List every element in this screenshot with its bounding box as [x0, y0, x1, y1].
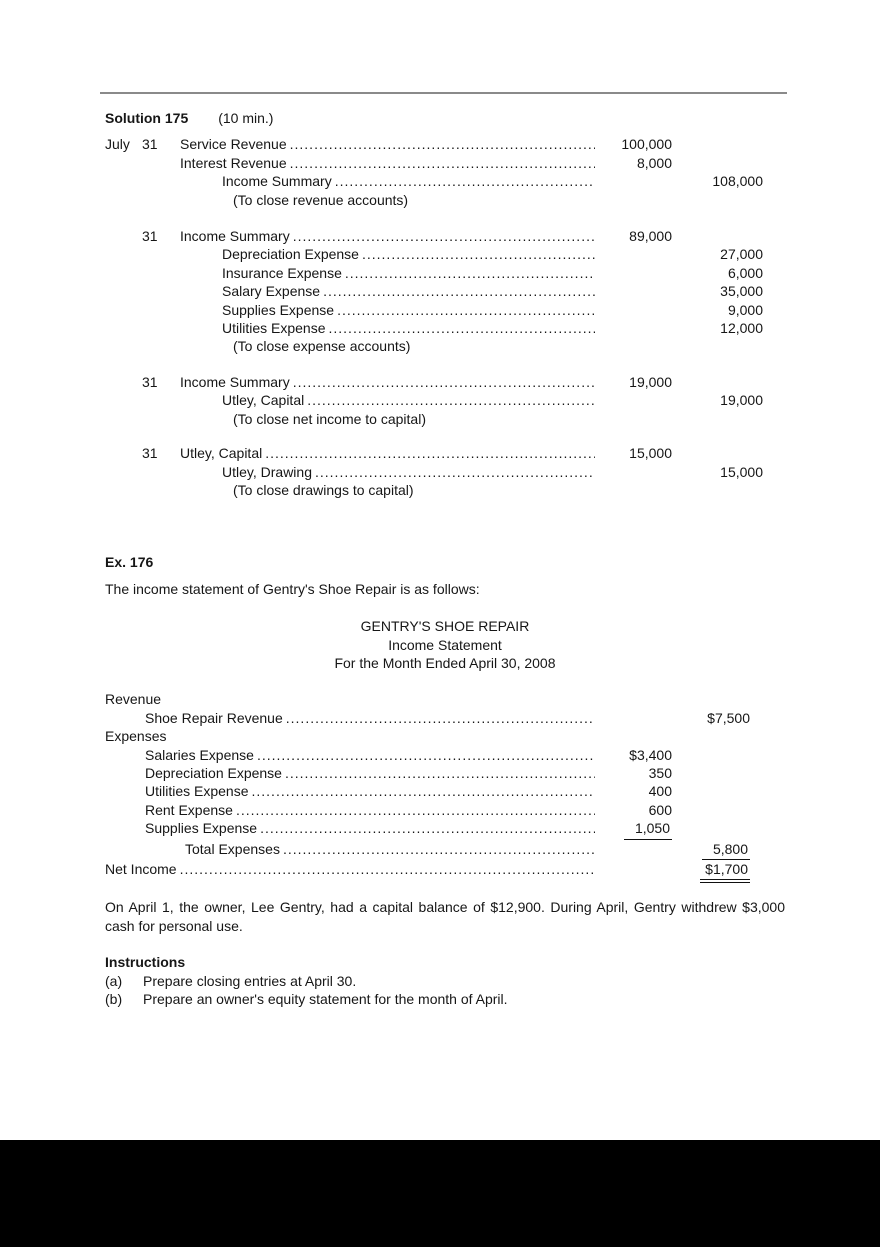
- dot-leader: [334, 301, 595, 319]
- debit-amount: [595, 264, 672, 282]
- outer-amount: [672, 782, 750, 800]
- outer-amount: [672, 690, 750, 708]
- entry-day: [142, 301, 180, 319]
- journal-entry-close-revenues: [105, 135, 785, 209]
- dot-leader: [287, 135, 595, 153]
- credit-amount: [672, 373, 763, 391]
- journal-row: [105, 154, 785, 172]
- credit-amount: [672, 444, 763, 462]
- account-name: Income Summary: [222, 173, 332, 190]
- account-name: Utley, Drawing: [222, 463, 312, 480]
- inner-amount: [595, 819, 672, 839]
- account-cell: [180, 319, 595, 337]
- account-name: Interest Revenue: [180, 154, 287, 171]
- account-cell: [180, 172, 595, 190]
- inner-amount: [595, 690, 672, 708]
- statement-row: [105, 709, 785, 727]
- statement-row: [105, 764, 785, 782]
- credit-amount: 12,000: [720, 320, 763, 337]
- account-cell: [180, 154, 595, 172]
- entry-note: (To close drawings to capital): [233, 481, 414, 498]
- row-label: Rent Expense: [145, 801, 233, 818]
- row-label-cell: [105, 746, 595, 764]
- entry-note: (To close revenue accounts): [233, 191, 409, 208]
- dot-leader: [283, 709, 595, 727]
- row-label-cell: [105, 764, 595, 782]
- entry-month: [105, 481, 142, 499]
- double-underlined-amount: $1,700: [700, 860, 750, 883]
- account-name: Utley, Capital: [222, 392, 305, 409]
- solution-title: Solution 175: [105, 110, 189, 126]
- account-cell: [180, 337, 763, 355]
- capital-balance-paragraph: On April 1, the owner, Lee Gentry, had a capital balance of $12,900. During April, Gentry withdrew $3,000 cash for personal use.: [105, 899, 785, 934]
- outer-amount: $7,500: [707, 709, 750, 726]
- account-cell: [180, 282, 595, 300]
- account-name: Service Revenue: [180, 136, 287, 153]
- outer-amount: [672, 819, 750, 839]
- entry-month: [105, 264, 142, 282]
- credit-amount: 35,000: [720, 283, 763, 300]
- entry-month: [105, 391, 142, 409]
- entry-day: [142, 282, 180, 300]
- statement-row: [105, 840, 785, 860]
- account-cell: [180, 481, 763, 499]
- outer-amount: [672, 727, 750, 745]
- debit-amount: 89,000: [629, 228, 672, 245]
- entry-day: [142, 154, 180, 172]
- inner-amount: $3,400: [629, 746, 672, 763]
- row-label-cell: [105, 819, 595, 839]
- inner-amount: [595, 727, 672, 745]
- debit-amount: 19,000: [629, 373, 672, 390]
- inner-amount: 400: [648, 783, 672, 800]
- dot-leader: [233, 801, 595, 819]
- account-name: Income Summary: [180, 373, 290, 390]
- entry-month: [105, 444, 142, 462]
- debit-amount: 15,000: [629, 445, 672, 462]
- statement-title: Income Statement: [388, 636, 502, 653]
- entry-month: [105, 191, 142, 209]
- dot-leader: [177, 860, 595, 883]
- account-cell: [180, 391, 595, 409]
- debit-amount: [595, 172, 672, 190]
- journal-row: [105, 282, 785, 300]
- account-name: Supplies Expense: [222, 301, 335, 318]
- debit-amount: [595, 282, 672, 300]
- dot-leader: [287, 154, 595, 172]
- statement-row: [105, 727, 785, 745]
- row-label: Expenses: [105, 728, 167, 745]
- section-divider: [100, 92, 787, 94]
- row-label: Shoe Repair Revenue: [145, 709, 283, 726]
- journal-row-note: [105, 337, 785, 355]
- row-label-cell: [105, 801, 595, 819]
- debit-amount: [595, 391, 672, 409]
- statement-row: [105, 746, 785, 764]
- inner-amount: 600: [648, 801, 672, 818]
- outer-amount: [672, 840, 750, 860]
- entry-note: (To close net income to capital): [233, 410, 426, 427]
- entry-month: July: [105, 136, 130, 153]
- outer-amount: [672, 764, 750, 782]
- row-label-cell: [105, 860, 595, 883]
- entry-note: (To close expense accounts): [233, 338, 411, 355]
- dot-leader: [254, 746, 595, 764]
- entry-month: [105, 245, 142, 263]
- journal-row: [105, 391, 785, 409]
- debit-amount: [595, 463, 672, 481]
- entry-day: [142, 463, 180, 481]
- dot-leader: [320, 282, 595, 300]
- outer-amount: [672, 801, 750, 819]
- row-label: Supplies Expense: [145, 820, 258, 837]
- journal-entry-close-net-income: [105, 373, 785, 428]
- account-name: Depreciation Expense: [222, 246, 359, 263]
- row-label: Depreciation Expense: [145, 764, 282, 781]
- instructions-title: Instructions: [105, 954, 186, 971]
- entry-month: [105, 337, 142, 355]
- journal-row: [105, 373, 785, 391]
- outer-amount: [672, 746, 750, 764]
- entry-day: 31: [142, 445, 158, 462]
- journal-row: [105, 245, 785, 263]
- entry-month: [105, 227, 142, 245]
- account-name: Insurance Expense: [222, 264, 342, 281]
- journal-row: [105, 227, 785, 245]
- income-statement: [105, 690, 785, 883]
- entry-month: [105, 301, 142, 319]
- account-name: Utley, Capital: [180, 445, 263, 462]
- dot-leader: [359, 245, 595, 263]
- dot-leader: [282, 764, 595, 782]
- entry-day: 31: [142, 136, 158, 153]
- instruction-text: Prepare closing entries at April 30.: [143, 972, 357, 989]
- account-cell: [180, 301, 595, 319]
- instruction-item: [105, 990, 785, 1008]
- dot-leader: [332, 172, 595, 190]
- row-label-cell: [105, 690, 595, 708]
- page-content: [0, 109, 880, 1008]
- row-label-cell: [105, 727, 595, 745]
- statement-row: [105, 690, 785, 708]
- instruction-text: Prepare an owner's equity statement for the month of April.: [143, 991, 508, 1008]
- entry-day: [142, 481, 180, 499]
- dot-leader: [290, 227, 595, 245]
- credit-amount: [672, 227, 763, 245]
- entry-month: [105, 172, 142, 190]
- dot-leader: [280, 840, 595, 860]
- statement-period: For the Month Ended April 30, 2008: [334, 654, 556, 671]
- credit-amount: 6,000: [727, 264, 763, 281]
- journal-row-note: [105, 481, 785, 499]
- account-cell: [180, 373, 595, 391]
- entry-day: [142, 391, 180, 409]
- dot-leader: [342, 264, 595, 282]
- account-cell: [180, 227, 595, 245]
- journal-entry-close-expenses: [105, 227, 785, 356]
- journal-row: [105, 444, 785, 462]
- solution-header: [105, 109, 785, 127]
- entry-day: [142, 337, 180, 355]
- credit-amount: 27,000: [720, 246, 763, 263]
- solution-duration: (10 min.): [218, 110, 274, 126]
- entry-day: [142, 172, 180, 190]
- journal-row: [105, 301, 785, 319]
- entry-month: [105, 319, 142, 337]
- journal-entry-close-drawings: [105, 444, 785, 499]
- account-name: Utilities Expense: [222, 320, 326, 337]
- inner-amount: [595, 709, 672, 727]
- account-cell: [180, 264, 595, 282]
- statement-heading: [105, 617, 785, 672]
- account-cell: [180, 191, 763, 209]
- dot-leader: [326, 319, 596, 337]
- debit-amount: 8,000: [636, 154, 672, 171]
- row-label: Revenue: [105, 691, 162, 708]
- statement-row: [105, 860, 785, 883]
- row-label: Utilities Expense: [145, 783, 249, 800]
- account-cell: [180, 410, 763, 428]
- entry-day: [142, 264, 180, 282]
- credit-amount: 19,000: [720, 392, 763, 409]
- account-cell: [180, 444, 595, 462]
- row-label: Total Expenses: [185, 840, 280, 857]
- credit-amount: 15,000: [720, 463, 763, 480]
- entry-month: [105, 373, 142, 391]
- entry-month: [105, 154, 142, 172]
- outer-amount: [672, 860, 750, 883]
- inner-amount: [595, 860, 672, 883]
- instruction-label: (b): [105, 991, 123, 1008]
- debit-amount: [595, 245, 672, 263]
- journal-row: [105, 319, 785, 337]
- exercise-intro: The income statement of Gentry's Shoe Repair is as follows:: [105, 580, 480, 597]
- credit-amount: 9,000: [727, 301, 763, 318]
- journal-row: [105, 135, 785, 153]
- credit-amount: 108,000: [712, 173, 763, 190]
- entry-day: [142, 245, 180, 263]
- debit-amount: 100,000: [621, 136, 672, 153]
- exercise-title: Ex. 176: [105, 554, 154, 571]
- dot-leader: [290, 373, 595, 391]
- entry-month: [105, 282, 142, 300]
- row-label: Net Income: [105, 861, 177, 877]
- underlined-amount: 1,050: [624, 819, 672, 839]
- account-cell: [180, 135, 595, 153]
- dot-leader: [262, 444, 595, 462]
- scan-black-band: [0, 1140, 880, 1247]
- credit-amount: [672, 135, 763, 153]
- entry-day: [142, 319, 180, 337]
- instruction-item: [105, 972, 785, 990]
- entry-day: 31: [142, 373, 158, 390]
- row-label: Salaries Expense: [145, 746, 254, 763]
- credit-amount: [672, 154, 763, 172]
- entry-day: [142, 410, 180, 428]
- account-name: Income Summary: [180, 228, 290, 245]
- journal-row-note: [105, 410, 785, 428]
- debit-amount: [595, 301, 672, 319]
- row-label-cell: [105, 782, 595, 800]
- statement-row: [105, 819, 785, 839]
- inner-amount: [595, 840, 672, 860]
- journal-row-note: [105, 191, 785, 209]
- row-label-cell: [105, 840, 595, 860]
- account-name: Salary Expense: [222, 283, 321, 300]
- journal-row: [105, 172, 785, 190]
- row-label-cell: [105, 709, 595, 727]
- statement-row: [105, 782, 785, 800]
- account-cell: [180, 463, 595, 481]
- instruction-label: (a): [105, 972, 123, 989]
- debit-amount: [595, 319, 672, 337]
- entry-month: [105, 410, 142, 428]
- statement-row: [105, 801, 785, 819]
- account-cell: [180, 245, 595, 263]
- dot-leader: [249, 782, 596, 800]
- journal-row: [105, 463, 785, 481]
- company-name: GENTRY'S SHOE REPAIR: [360, 618, 530, 635]
- entry-day: 31: [142, 228, 158, 245]
- inner-amount: 350: [648, 764, 672, 781]
- underlined-amount: 5,800: [702, 840, 750, 860]
- journal-row: [105, 264, 785, 282]
- dot-leader: [312, 463, 595, 481]
- entry-day: [142, 191, 180, 209]
- entry-month: [105, 463, 142, 481]
- dot-leader: [257, 819, 595, 839]
- dot-leader: [304, 391, 595, 409]
